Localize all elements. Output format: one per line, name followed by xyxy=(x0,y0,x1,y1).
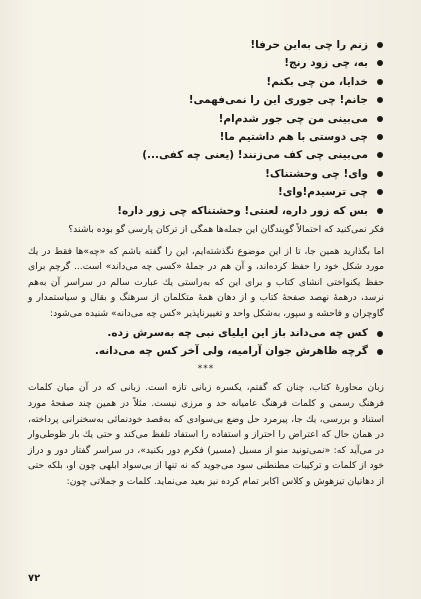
page-number: ۷۲ xyxy=(28,573,41,584)
exclamation-list xyxy=(28,36,384,220)
quote-item: کس چه می‌داند باز این ایلیای نبی چه به‌سرش زده. xyxy=(28,325,368,343)
paragraph-3: زبان محاورهٔ کتاب، چنان که گفتم، یکسره زبانی تازه است. زبانی که در آن میان کلمات فرهنگ رسمی و کلمات فرهنگ عامیانه حد و مرزی نیست. مثلاً در همین چند صفحهٔ مورد استناد و بررسی، یك جا، پیرمرد حل وضع بی‌سوادی که به‌قصد خودنمائی به‌سخنرانی پرداخته، در همان حال که اعتراض را احتراز و استفاده را استفاد تلفظ می‌کند و حتی یك بار ظوطی‌وار در می‌آید که: «نمی‌تونید منو از مسیل (مسیر) فکرم دور بکنید»، در سراسر گفتار دور و دراز خود از کلمات و ترکیبات مطنطنی سود می‌جوید که نه تنها از بی‌سواد ابلهی چون او، بلکه حتی از دهانیان تیزهوش و کلاس اکابر تمام کرده نیز بعید می‌نماید. کلمات و جملاتی چون: xyxy=(28,382,384,488)
paragraph-2: اما بگذارید همین جا، تا از این موضوع نگذشته‌ایم، این را گفته باشم که «چه»ها فقط در یك مورد شکل خود را حفظ کرده‌اند، و آن هم در جملهٔ «کسی چه می‌داند» است... گرچم برای حفظ یکنواختی انشای کتاب و برای این که به‌راستی یك عبارت سالم در سراسر آن به‌هم نرسد، درهمهٔ نهصد صفحهٔ کتاب و از دهان همهٔ متکلمان از سرهنگ و بقال و سیاستمدار و گاوچران و فاحشه و سپور، به‌شکل واحد و تغییرناپذیر «کس چه می‌دانه» شنیده می‌شود: xyxy=(28,245,384,319)
list-item: زنم را چی به‌این حرفا! xyxy=(28,36,368,54)
list-item: چی دوستی با هم داشتیم ما! xyxy=(28,128,368,146)
quote-item: گرچه ظاهرش جوان آرامیه، ولی آخر کس چه می‌دانه. xyxy=(28,343,368,361)
list-item: به، چی زود رنج! xyxy=(28,54,368,72)
bullet-dot-icon xyxy=(377,189,383,195)
list-item: بس که زور داره، لعنتی! وحشتناکه چی زور داره! xyxy=(28,202,368,220)
list-item: می‌بینی من چی جور شدم‌ام! xyxy=(28,110,368,128)
bullet-dot-icon xyxy=(377,116,383,122)
bullet-dot-icon xyxy=(377,171,383,177)
bullet-dot-icon xyxy=(377,331,383,337)
list-item: می‌بینی چی کف می‌زنند! (یعنی چه کفی...) xyxy=(28,146,368,164)
bullet-dot-icon xyxy=(377,79,383,85)
bullet-dot-icon xyxy=(377,60,383,66)
bullet-dot-icon xyxy=(377,97,383,103)
bullet-dot-icon xyxy=(377,152,383,158)
page-content xyxy=(28,36,384,490)
bullet-dot-icon xyxy=(377,42,383,48)
quote-list xyxy=(28,325,384,360)
section-separator: *** xyxy=(197,364,215,375)
list-item: چی ترسیدم!وای! xyxy=(28,183,368,201)
bullet-dot-icon xyxy=(377,208,383,214)
list-item: جانم! چی جوری این را نمی‌فهمی! xyxy=(28,91,368,109)
bullet-dot-icon xyxy=(377,349,383,355)
bullet-dot-icon xyxy=(377,134,383,140)
list-item: خدایا، من چی بکنم! xyxy=(28,73,368,91)
list-item: وای! چی وحشتناک! xyxy=(28,165,368,183)
paragraph-1: فکر نمی‌کنید که احتمالاً گویندگان این جمله‌ها همگی از ترکان پارسی گو بوده باشند؟ xyxy=(68,223,384,235)
